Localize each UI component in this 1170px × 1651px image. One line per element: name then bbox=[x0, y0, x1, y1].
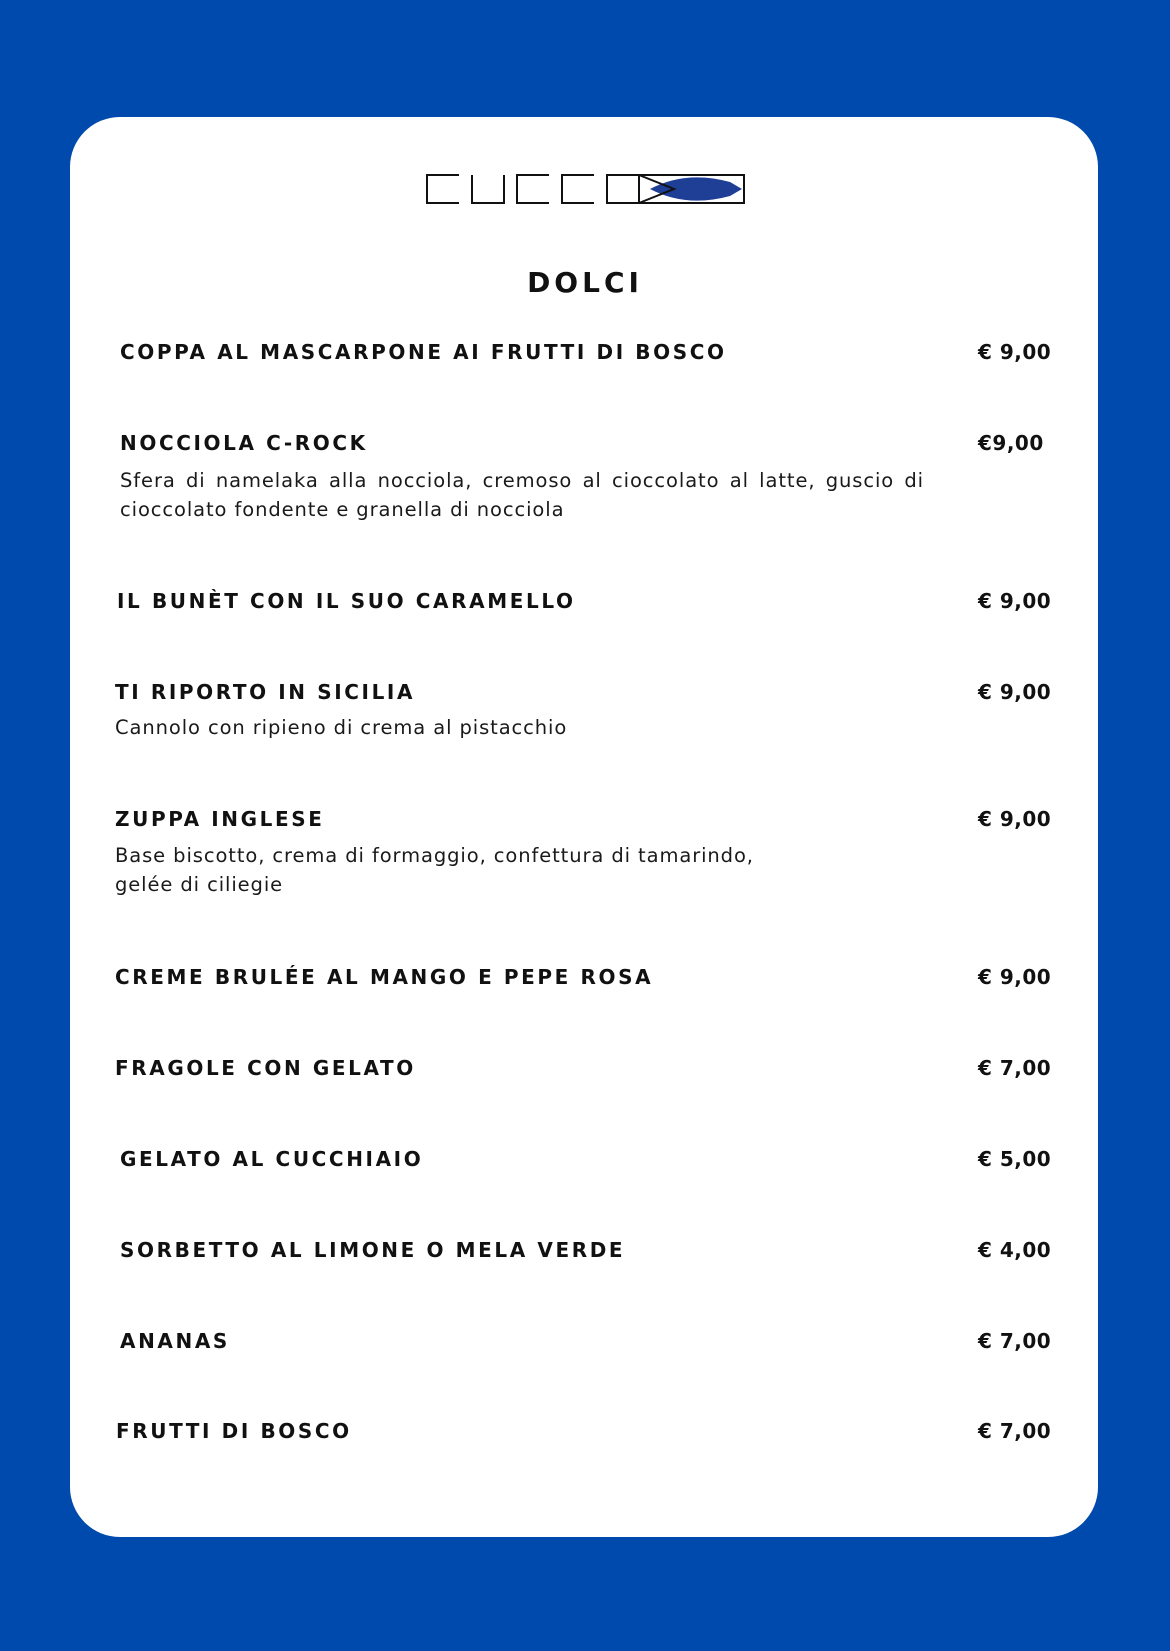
menu-item-price: € 7,00 bbox=[978, 1419, 1052, 1443]
menu-item-price: € 7,00 bbox=[978, 1329, 1052, 1353]
menu-item-description-line: gelée di ciliegie bbox=[115, 873, 284, 896]
menu-item-name: NOCCIOLA C-ROCK bbox=[120, 431, 368, 455]
menu-item-description: Cannolo con ripieno di crema al pistacchio bbox=[115, 716, 568, 739]
menu-item-price: € 5,00 bbox=[978, 1147, 1052, 1171]
menu-item-name: GELATO AL CUCCHIAIO bbox=[120, 1147, 424, 1171]
menu-item-name: TI RIPORTO IN SICILIA bbox=[115, 680, 416, 704]
logo-letter-c1 bbox=[427, 175, 459, 203]
menu-item-name: FRAGOLE CON GELATO bbox=[115, 1056, 416, 1080]
logo-letter-c2 bbox=[517, 175, 549, 203]
menu-item-price: € 9,00 bbox=[978, 340, 1052, 364]
menu-item-name: SORBETTO AL LIMONE O MELA VERDE bbox=[120, 1238, 626, 1262]
menu-item-name: CREME BRULÉE AL MANGO E PEPE ROSA bbox=[115, 965, 654, 989]
fish-icon bbox=[650, 177, 742, 200]
logo-letter-c3 bbox=[562, 175, 594, 203]
menu-item-price: € 9,00 bbox=[978, 589, 1052, 613]
menu-item-price: € 4,00 bbox=[978, 1238, 1052, 1262]
menu-item-price: € 9,00 bbox=[978, 965, 1052, 989]
menu-item-name: ANANAS bbox=[120, 1329, 230, 1353]
cucco-logo bbox=[424, 172, 746, 206]
menu-item-price: € 9,00 bbox=[978, 680, 1052, 704]
logo-letter-u bbox=[472, 175, 504, 203]
menu-item-description-line: Base biscotto, crema di formaggio, confettura di tamarindo, bbox=[115, 844, 754, 867]
menu-item-name: COPPA AL MASCARPONE AI FRUTTI DI BOSCO bbox=[120, 340, 727, 364]
menu-item-price: €9,00 bbox=[978, 431, 1044, 455]
menu-item-name: FRUTTI DI BOSCO bbox=[116, 1419, 352, 1443]
menu-item-price: € 7,00 bbox=[978, 1056, 1052, 1080]
section-title: DOLCI bbox=[527, 266, 643, 299]
menu-item-name: IL BUNÈT CON IL SUO CARAMELLO bbox=[117, 589, 576, 613]
menu-item-name: ZUPPA INGLESE bbox=[115, 807, 325, 831]
logo-letter-o bbox=[607, 175, 639, 203]
menu-item-description: Sfera di namelaka alla nocciola, cremoso al cioccolato al latte, guscio di cioccolato fondente e granella di nocciola bbox=[120, 469, 924, 521]
menu-item-price: € 9,00 bbox=[978, 807, 1052, 831]
